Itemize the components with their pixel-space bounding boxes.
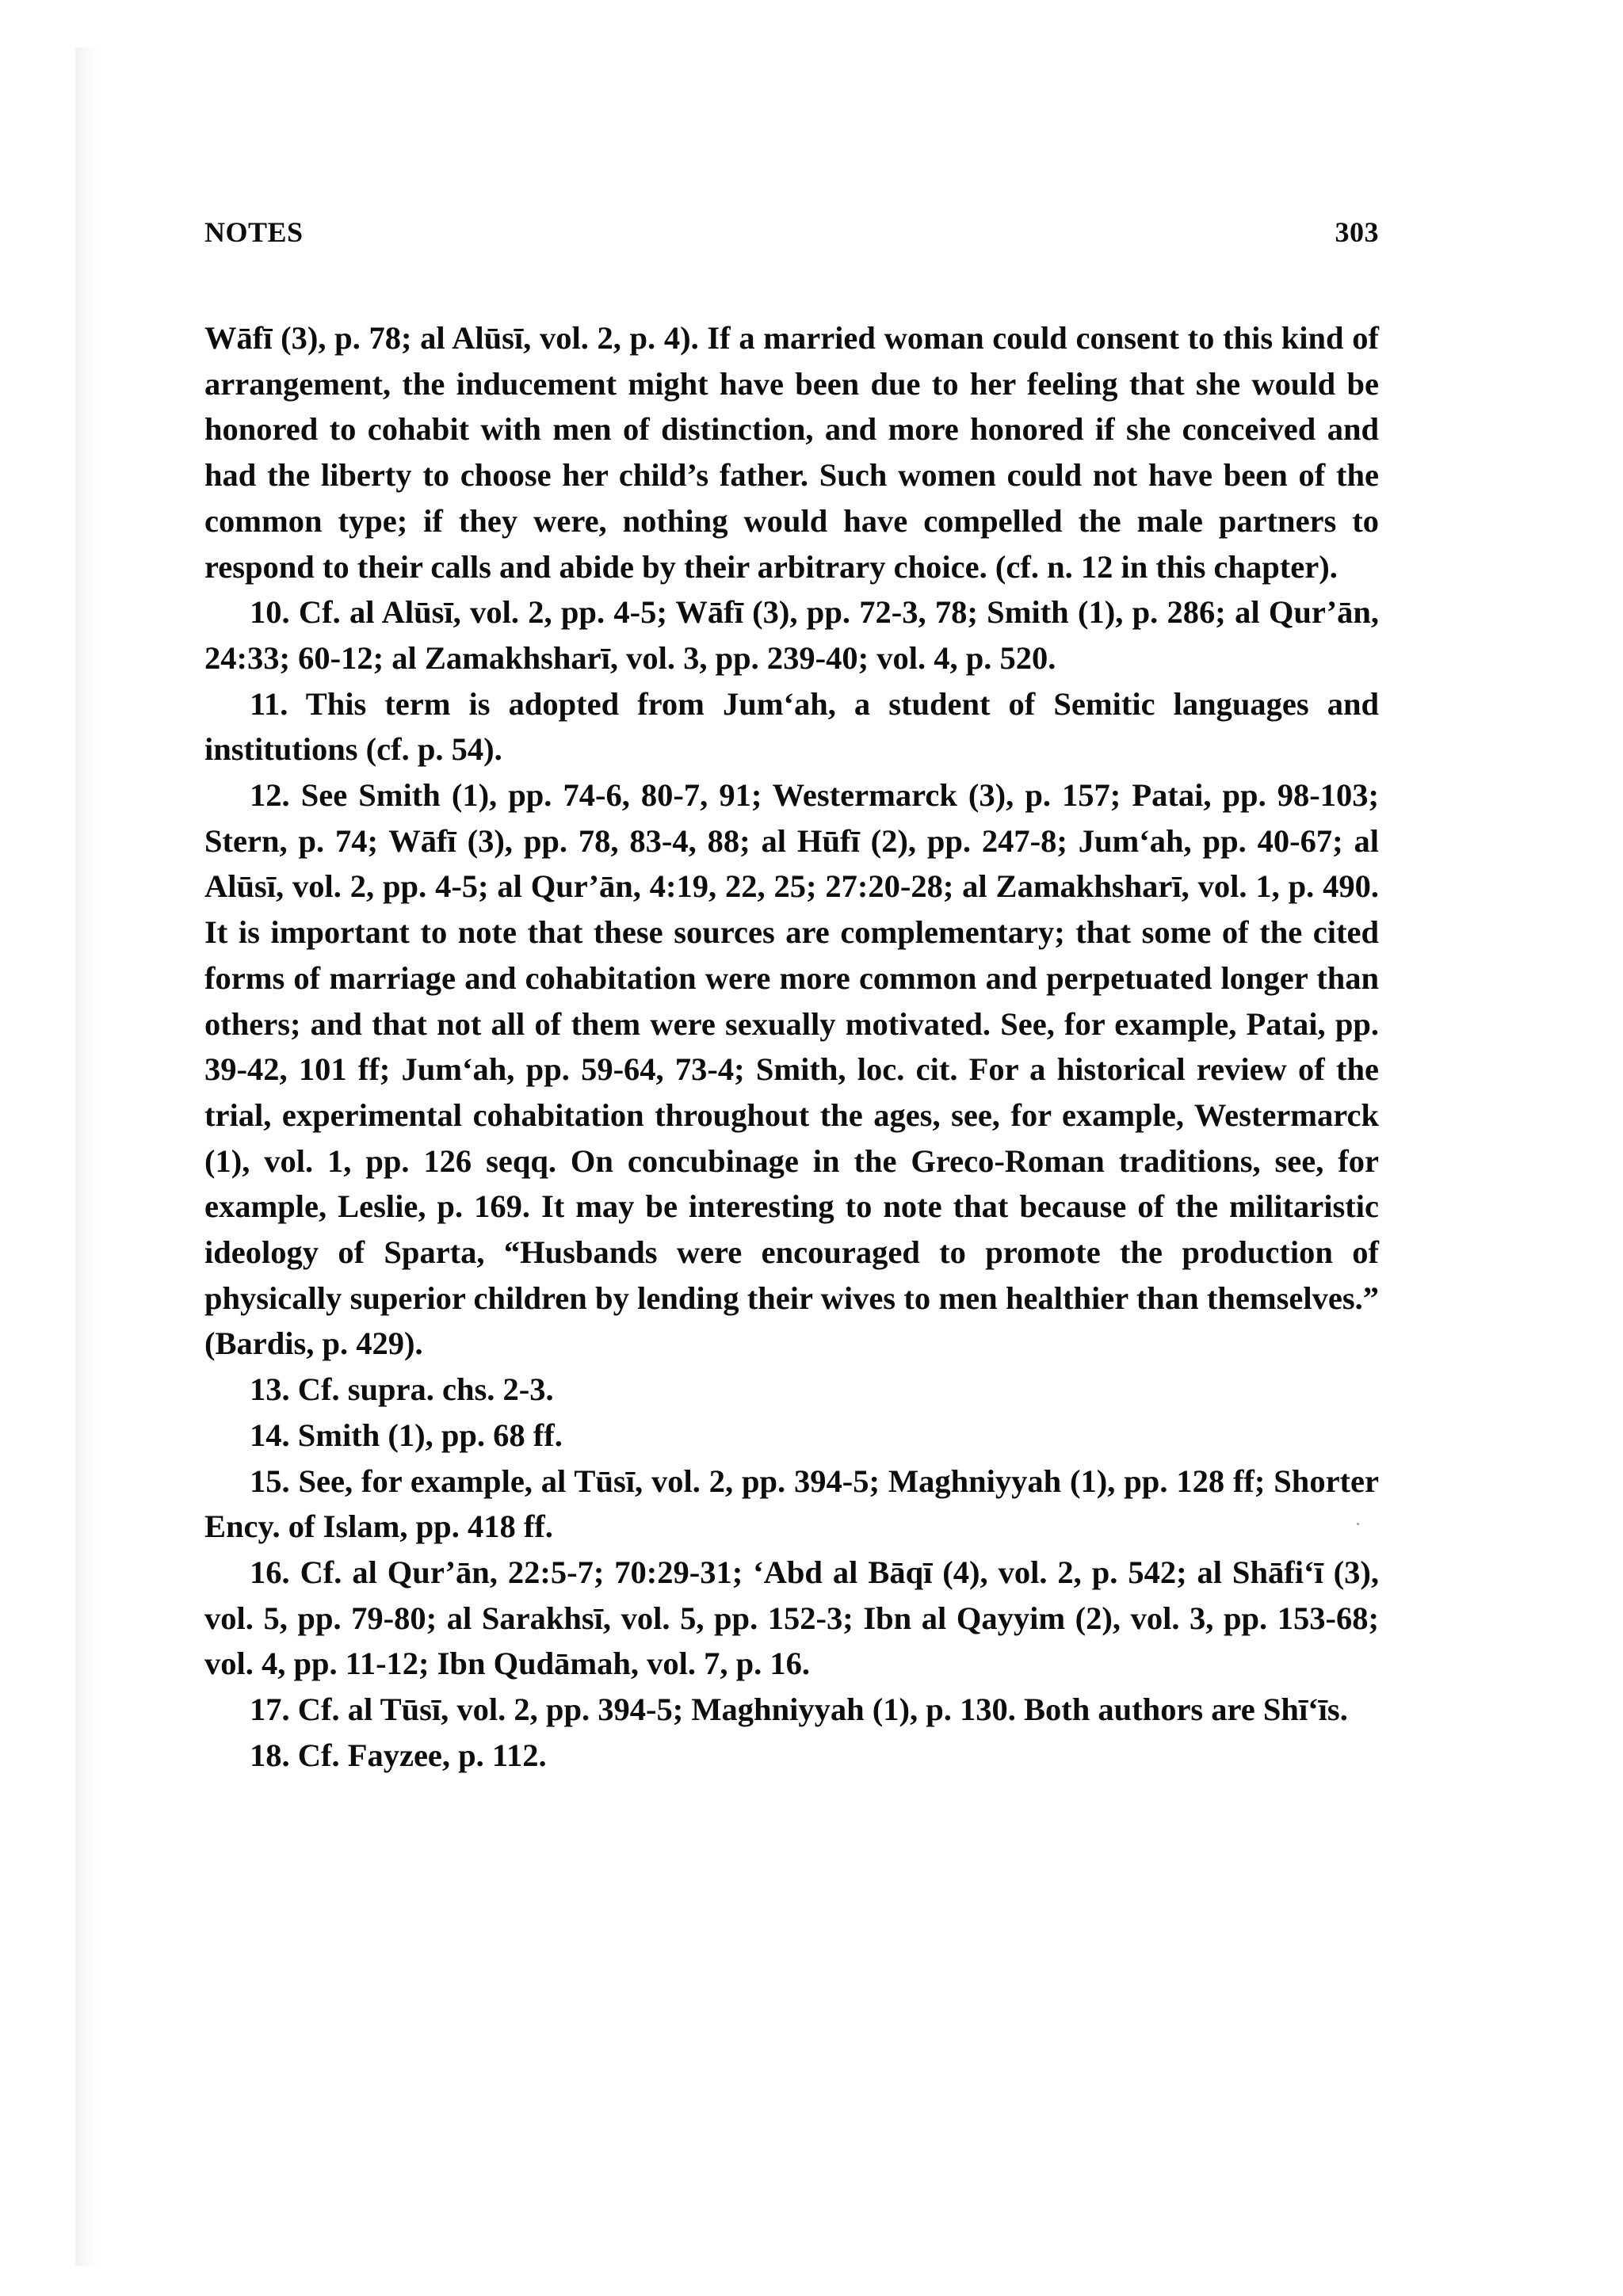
note-15: 15. See, for example, al Tūsī, vol. 2, pp. 394-5; Maghniyyah (1), pp. 128 ff; Shorter Ency. of Islam, pp. 418 ff. [204,1463,1379,1545]
running-head: NOTES [204,216,304,248]
note-10: 10. Cf. al Alūsī, vol. 2, pp. 4-5; Wāfī (3), pp. 72-3, 78; Smith (1), p. 286; al Qur’ān, 24:33; 60-12; al Zamakhsharī, vol. 3, pp. 239-40; vol. 4, p. 520. [204,594,1379,676]
note-18: 18. Cf. Fayzee, p. 112. [250,1737,547,1773]
notes-body [204,315,1379,1779]
note-16: 16. Cf. al Qur’ān, 22:5-7; 70:29-31; ‘Abd al Bāqī (4), vol. 2, p. 542; al Shāfi‘ī (3), vol. 5, pp. 79-80; al Sarakhsī, vol. 5, pp. 152-3; Ibn al Qayyim (2), vol. 3, pp. 153-68; vol. 4, pp. 11-12; Ibn Qudāmah, vol. 7, p. 16. [204,1554,1379,1682]
note-11: 11. This term is adopted from Jum‘ah, a student of Semitic languages and institutions (cf. p. 54). [204,685,1379,768]
note-continuation: Wāfī (3), p. 78; al Alūsī, vol. 2, p. 4). If a married woman could consent to this kind of arrangement, the inducement might have been due to her feeling that she would be honored to cohabit with men of distinction, and more honored if she conceived and had the liberty to choose her child’s father. Such women could not have been of the common type; if they were, nothing would have compelled the male partners to respond to their calls and abide by their arbitrary choice. (cf. n. 12 in this chapter). [204,320,1379,585]
note-12: 12. See Smith (1), pp. 74-6, 80-7, 91; Westermarck (3), p. 157; Patai, pp. 98-103; Stern, p. 74; Wāfī (3), pp. 78, 83-4, 88; al Hūfī (2), pp. 247-8; Jum‘ah, pp. 40-67; al Alūsī, vol. 2, pp. 4-5; al Qur’ān, 4:19, 22, 25; 27:20-28; al Zamakhsharī, vol. 1, p. 490. It is important to note that these sources are complementary; that some of the cited forms of marriage and cohabitation were more common and perpetuated longer than others; and that not all of them were sexually motivated. See, for example, Patai, pp. 39-42, 101 ff; Jum‘ah, pp. 59-64, 73-4; Smith, loc. cit. For a historical review of the trial, experimental cohabitation throughout the ages, see, for example, Westermarck (1), vol. 1, pp. 126 seqq. On concubinage in the Greco-Roman traditions, see, for example, Leslie, p. 169. It may be interesting to note that because of the militaristic ideology of Sparta, “Husbands were encouraged to promote the production of physically superior children by lending their wives to men healthier than themselves.” (Bardis, p. 429). [204,777,1379,1362]
note-14: 14. Smith (1), pp. 68 ff. [250,1417,563,1453]
page-number: 303 [1335,216,1379,248]
note-13: 13. Cf. supra. chs. 2-3. [250,1371,554,1408]
note-17: 17. Cf. al Tūsī, vol. 2, pp. 394-5; Maghniyyah (1), p. 130. Both authors are Shī‘īs. [250,1691,1348,1728]
page-header [204,215,1379,249]
scan-speck [1357,1523,1359,1525]
scan-edge-shadow [75,48,99,2266]
